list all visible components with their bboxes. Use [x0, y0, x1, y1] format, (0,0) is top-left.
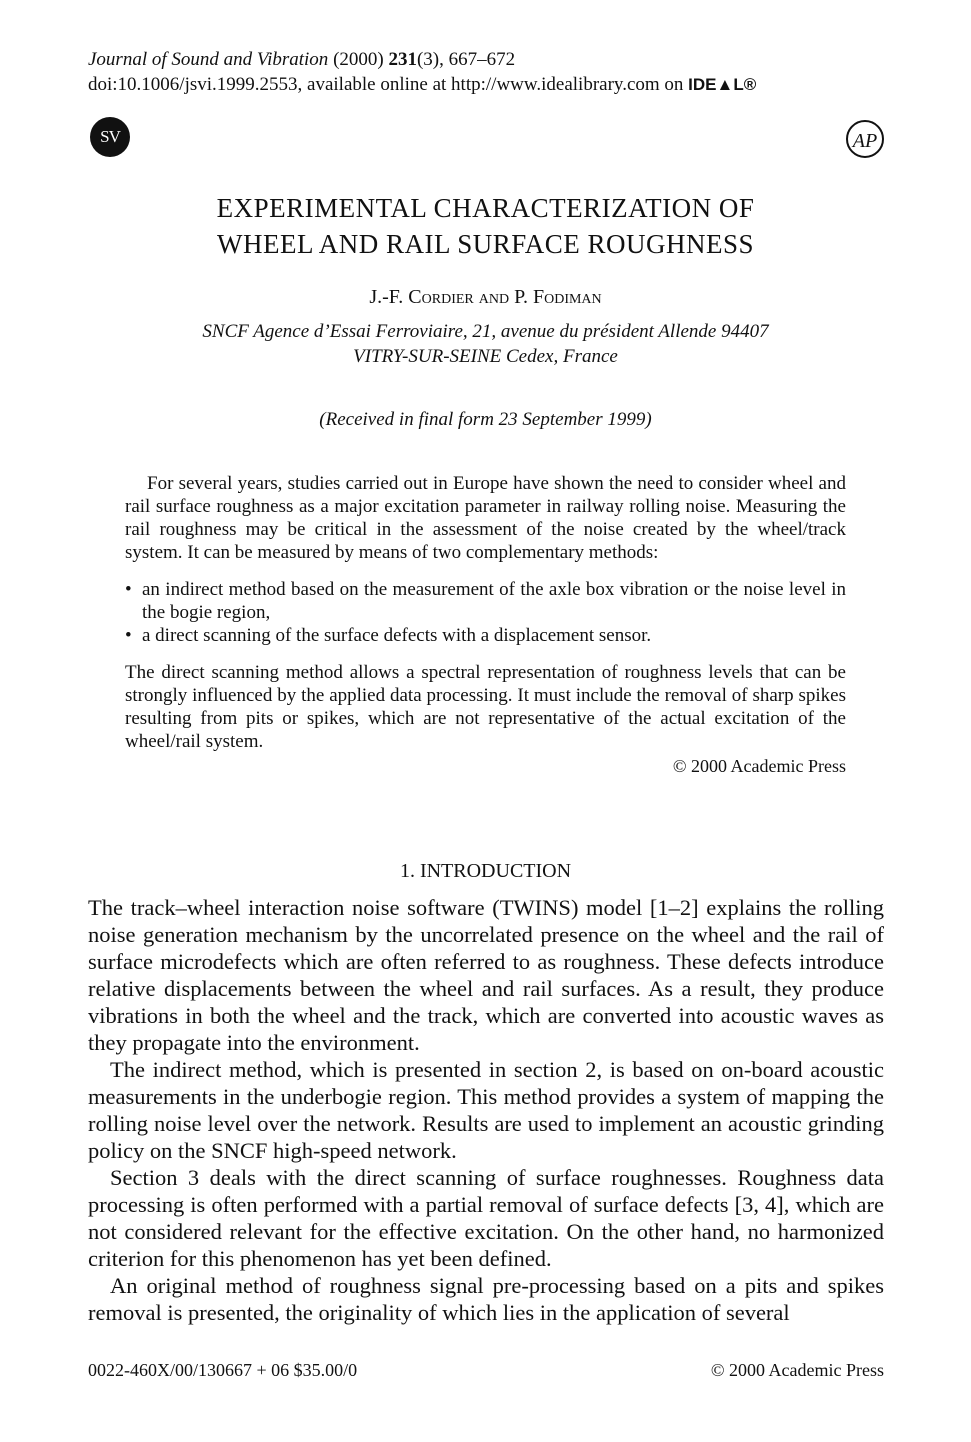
sv-logo: SV: [90, 117, 130, 157]
footer-issn: 0022-460X/00/130667 + 06 $35.00/0: [88, 1360, 358, 1380]
section-heading: 1. INTRODUCTION: [399, 860, 572, 882]
journal-year: (2000): [328, 49, 389, 70]
abstract-paragraph-2: The direct scanning method allows a spectral representation of roughness levels that can be strongly influenced by the applied data processing. It must include the removal of sharp spikes resulting from pits or spikes, which are not representative of the actual excitation of the wheel/rail system.: [125, 662, 846, 752]
abstract: [125, 472, 846, 778]
journal-citation: [88, 48, 515, 72]
affiliation-line-2: VITRY-SUR-SEINE Cedex, France: [353, 346, 618, 367]
paper-title: [0, 190, 971, 262]
body-paragraph-1: The track–wheel interaction noise software (TWINS) model [1–2] explains the rolling noise generation mechanism by the uncorrelated presence on the wheel and the rail of surface microdefects which are often referred to as roughness. These defects introduce relative displacements between the wheel and rail surfaces. As a result, they produce vibrations in both the wheel and the track, which are converted into acoustic waves as they propagate into the environment.: [88, 895, 884, 1055]
doi-text: doi:10.1006/jsvi.1999.2553, available online at http://www.idealibrary.com on: [88, 74, 684, 95]
title-line-1: EXPERIMENTAL CHARACTERIZATION OF: [216, 193, 755, 223]
received-date: (Received in final form 23 September 1999): [319, 409, 652, 430]
footer-copyright: © 2000 Academic Press: [710, 1360, 884, 1380]
doi-line: [88, 73, 756, 97]
journal-pages: (3), 667–672: [416, 49, 516, 70]
abstract-paragraph-1: For several years, studies carried out in Europe have shown the need to consider wheel and rail surface roughness as a major excitation parameter in railway rolling noise. Measuring the rail roughness may be critical in the assessment of the noise created by the wheel/track system. It can be measured by means of two complementary methods:: [125, 473, 846, 563]
body-text: [88, 894, 884, 1326]
body-paragraph-3: Section 3 deals with the direct scanning of surface roughnesses. Roughness data processing is often performed with a partial removal of surface defects [3, 4], which are not considered relevant for the effective excitation. On the other hand, no harmonized criterion for this phenomenon has yet been defined.: [88, 1165, 884, 1271]
body-paragraph-2: The indirect method, which is presented in section 2, is based on on-board acoustic measurements in the underbogie region. This method provides a system of mapping the rolling noise level over the network. Results are used to implement an acoustic grinding policy on the SNCF high-speed network.: [88, 1057, 884, 1163]
affiliation: [0, 319, 971, 369]
affiliation-line-1: SNCF Agence d’Essai Ferroviaire, 21, avenue du président Allende 94407: [202, 321, 769, 342]
ideal-logo: IDE▲L®: [688, 75, 757, 94]
authors: J.-F. Cordier and P. Fodiman: [369, 286, 602, 308]
title-line-2: WHEEL AND RAIL SURFACE ROUGHNESS: [216, 229, 754, 259]
abstract-copyright: © 2000 Academic Press: [672, 756, 846, 776]
journal-name: Journal of Sound and Vibration: [88, 49, 329, 70]
abstract-bullet-2: • a direct scanning of the surface defects with a displacement sensor.: [125, 624, 846, 647]
ap-logo: AP: [846, 120, 884, 158]
body-paragraph-4: An original method of roughness signal pre-processing based on a pits and spikes removal is presented, the originality of which lies in the application of several: [88, 1273, 884, 1325]
journal-volume: 231: [388, 49, 417, 70]
abstract-bullet-1: • an indirect method based on the measurement of the axle box vibration or the noise level in the bogie region,: [125, 578, 846, 624]
